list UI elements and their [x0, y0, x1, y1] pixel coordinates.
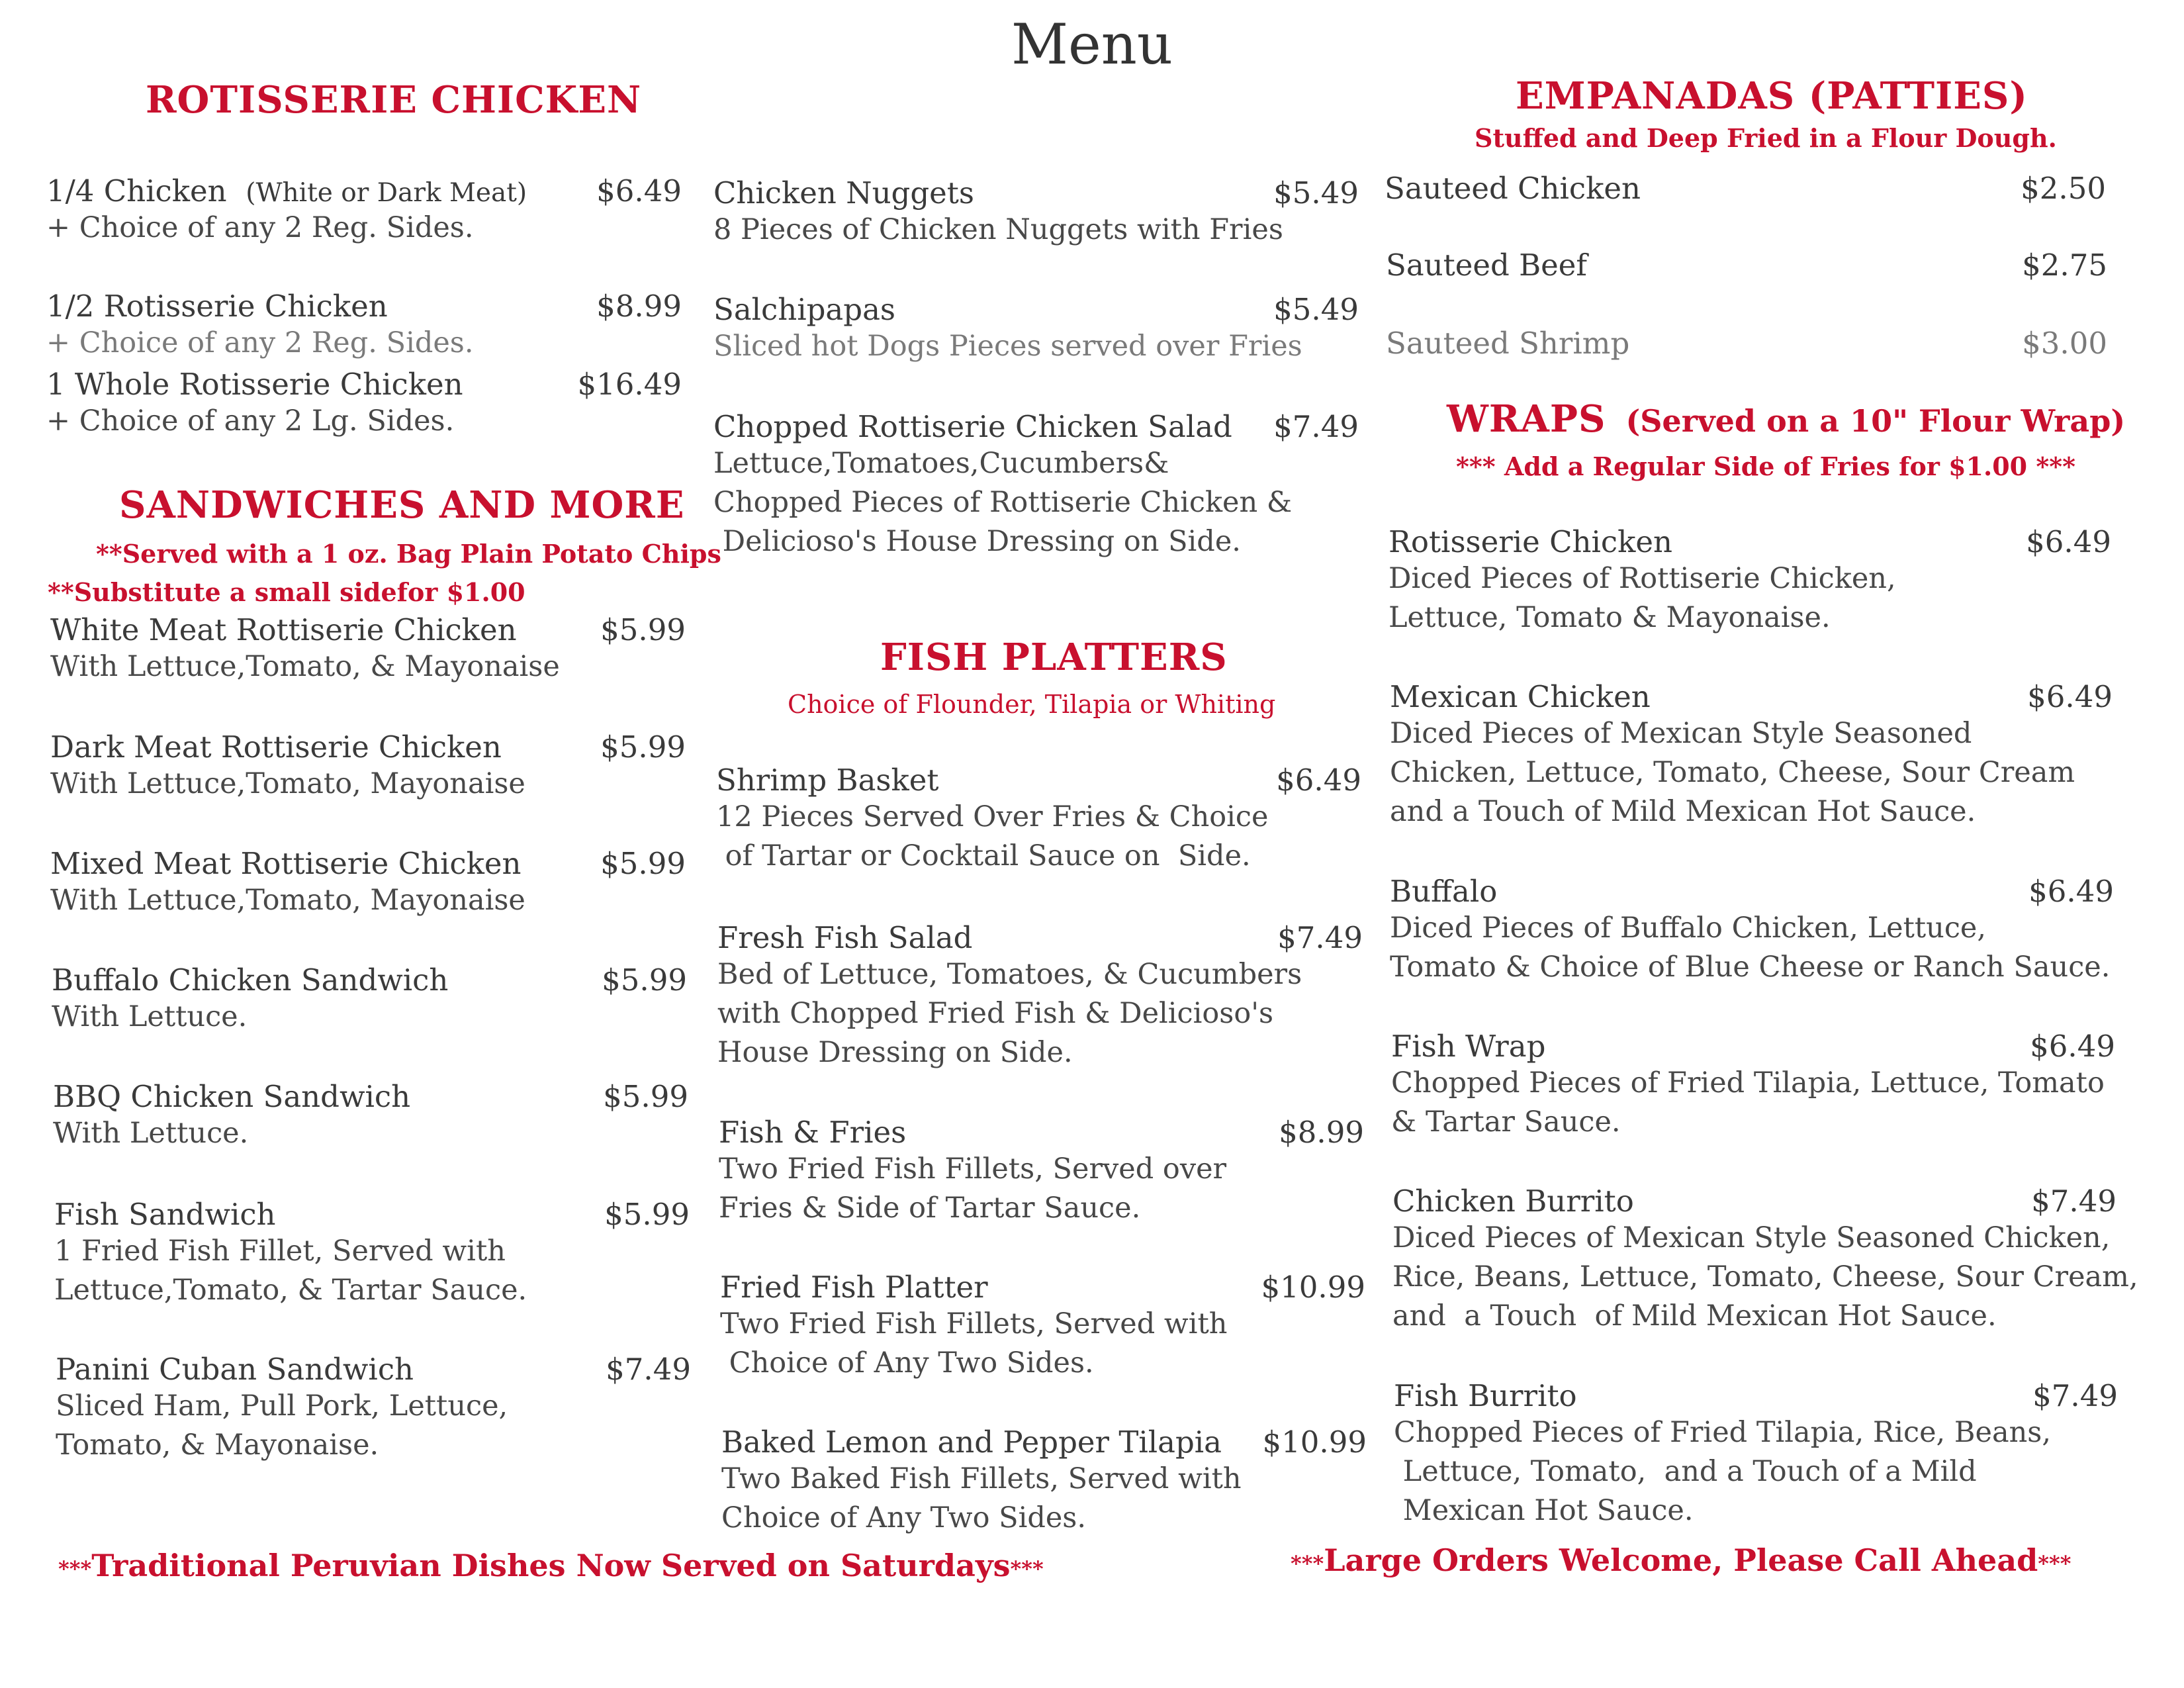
item-desc: Tomato & Choice of Blue Cheese or Ranch Sauce.: [1390, 951, 2111, 984]
item-sub: (White or Dark Meat): [246, 178, 527, 208]
item-desc: House Dressing on Side.: [717, 1036, 1073, 1069]
item-name: Mixed Meat Rottiserie Chicken: [50, 846, 522, 881]
item-name: Fish & Fries: [719, 1115, 907, 1150]
menu-item: [53, 1079, 688, 1153]
rotisserie-heading: ROTISSERIE CHICKEN: [146, 78, 642, 122]
item-price: $5.99: [603, 1079, 688, 1114]
empanadas-note: Stuffed and Deep Fried in a Flour Dough.: [1475, 123, 2057, 153]
item-desc: With Lettuce,Tomato, & Mayonaise: [50, 650, 560, 683]
item-desc: + Choice of any 2 Reg. Sides.: [46, 326, 474, 359]
item-name: Sauteed Chicken: [1385, 171, 1641, 206]
menu-item: [56, 1352, 691, 1465]
menu-item: [1388, 524, 2111, 637]
item-price: $5.99: [600, 846, 686, 881]
item-price: $16.49: [577, 367, 682, 402]
item-price: $3.00: [2022, 326, 2107, 361]
item-desc: + Choice of any 2 Lg. Sides.: [46, 404, 455, 438]
menu-item: [50, 729, 686, 804]
item-name: Fish Burrito: [1394, 1378, 1577, 1413]
wraps-note: *** Add a Regular Side of Fries for $1.00 ***: [1456, 451, 2075, 481]
menu-item: [717, 920, 1363, 1072]
item-desc: Diced Pieces of Buffalo Chicken, Lettuce,: [1390, 912, 1987, 945]
item-price: $5.99: [602, 962, 687, 998]
item-desc: Diced Pieces of Mexican Style Seasoned Chicken,: [1392, 1221, 2111, 1254]
item-name: Chopped Rottiserie Chicken Salad: [713, 409, 1232, 444]
item-name: 1 Whole Rotisserie Chicken: [46, 367, 463, 402]
item-name: Chicken Nuggets: [713, 175, 974, 211]
footer-stars: ***: [2038, 1551, 2071, 1576]
item-desc: Bed of Lettuce, Tomatoes, & Cucumbers: [717, 958, 1302, 991]
item-desc: With Lettuce,Tomato, Mayonaise: [50, 884, 525, 917]
item-name: Rotisserie Chicken: [1388, 524, 1672, 559]
menu-item: [716, 763, 1361, 876]
item-desc: + Choice of any 2 Reg. Sides.: [46, 211, 474, 244]
menu-item: [713, 409, 1359, 561]
item-desc: Diced Pieces of Rottiserie Chicken,: [1388, 562, 1896, 595]
item-desc: Chopped Pieces of Fried Tilapia, Lettuce, Tomato: [1391, 1066, 2105, 1100]
menu-item: [719, 1115, 1364, 1228]
item-price: $10.99: [1261, 1270, 1365, 1305]
menu-item: [721, 1425, 1367, 1538]
item-price: $8.99: [596, 289, 682, 324]
item-desc: Sliced Ham, Pull Pork, Lettuce,: [56, 1389, 508, 1423]
item-desc: Two Fried Fish Fillets, Served over: [719, 1152, 1227, 1186]
item-price: $2.50: [2021, 171, 2106, 206]
item-name: White Meat Rottiserie Chicken: [50, 612, 517, 647]
footer-stars: ***: [1010, 1556, 1044, 1581]
item-name: 1/2 Rotisserie Chicken: [46, 289, 388, 324]
item-desc: & Tartar Sauce.: [1391, 1105, 1621, 1139]
sandwiches-heading: SANDWICHES AND MORE: [119, 483, 685, 527]
item-desc: 1 Fried Fish Fillet, Served with: [54, 1235, 506, 1268]
item-desc: Chicken, Lettuce, Tomato, Cheese, Sour Cream: [1390, 756, 2075, 789]
item-desc: With Lettuce.: [52, 1000, 248, 1033]
item-price: $7.49: [2032, 1378, 2118, 1413]
item-price: $8.99: [1279, 1115, 1364, 1150]
menu-item: [1394, 1378, 2118, 1530]
item-price: $10.99: [1262, 1425, 1367, 1460]
wraps-heading: WRAPS: [1447, 397, 1606, 441]
item-price: $2.75: [2022, 248, 2107, 283]
item-name: Buffalo: [1390, 874, 1498, 909]
menu-item: [50, 612, 686, 686]
item-name: Panini Cuban Sandwich: [56, 1352, 414, 1387]
item-desc: Tomato, & Mayonaise.: [56, 1429, 379, 1462]
item-name: Salchipapas: [713, 292, 895, 327]
menu-item: [1392, 1184, 2138, 1336]
item-price: $5.99: [600, 729, 686, 765]
menu-item: [713, 175, 1359, 250]
item-desc: Choice of Any Two Sides.: [720, 1346, 1094, 1380]
empanadas-heading: EMPANADAS (PATTIES): [1516, 74, 2028, 118]
menu-item: [1390, 874, 2114, 987]
menu-item: [50, 846, 686, 920]
sandwiches-note: **Substitute a small sidefor $1.00: [48, 577, 525, 607]
item-desc: Chopped Pieces of Fried Tilapia, Rice, Beans,: [1394, 1416, 2052, 1449]
item-name: Sauteed Shrimp: [1386, 326, 1630, 361]
item-name: Buffalo Chicken Sandwich: [52, 962, 449, 998]
item-price: $6.49: [2028, 874, 2114, 909]
footer-left: [58, 1548, 1044, 1583]
item-desc: Choice of Any Two Sides.: [721, 1501, 1087, 1534]
menu-item: [713, 292, 1359, 366]
footer-right: [1291, 1542, 2071, 1578]
item-price: $6.49: [596, 173, 682, 209]
item-name: Baked Lemon and Pepper Tilapia: [721, 1425, 1222, 1460]
wraps-heading-row: [1447, 397, 2125, 441]
item-name: Dark Meat Rottiserie Chicken: [50, 729, 502, 765]
menu-item: [1391, 1029, 2115, 1142]
item-desc: Delicioso's House Dressing on Side.: [713, 525, 1241, 558]
item-price: $6.49: [2027, 679, 2113, 714]
item-desc: 12 Pieces Served Over Fries & Choice: [716, 800, 1269, 833]
item-name: Sauteed Beef: [1386, 248, 1588, 283]
item-desc: Lettuce, Tomato & Mayonaise.: [1388, 601, 1831, 634]
item-desc: Rice, Beans, Lettuce, Tomato, Cheese, Sour Cream,: [1392, 1260, 2138, 1293]
item-price: $7.49: [1277, 920, 1363, 955]
item-desc: Fries & Side of Tartar Sauce.: [719, 1192, 1141, 1225]
item-price: $6.49: [2026, 524, 2111, 559]
item-price: $7.49: [606, 1352, 691, 1387]
item-name: Fried Fish Platter: [720, 1270, 988, 1305]
item-name: BBQ Chicken Sandwich: [53, 1079, 411, 1114]
item-desc: Lettuce,Tomatoes,Cucumbers&: [713, 447, 1169, 480]
item-desc: Lettuce, Tomato, and a Touch of a Mild: [1394, 1455, 1977, 1488]
item-name: Fish Sandwich: [54, 1197, 276, 1232]
wraps-subheading: (Served on a 10" Flour Wrap): [1625, 403, 2126, 439]
footer-left-text: Traditional Peruvian Dishes Now Served on Saturdays: [91, 1548, 1011, 1583]
item-price: $7.49: [2031, 1184, 2116, 1219]
item-desc: Chopped Pieces of Rottiserie Chicken &: [713, 486, 1293, 519]
item-desc: Lettuce,Tomato, & Tartar Sauce.: [54, 1274, 527, 1307]
item-price: $7.49: [1273, 409, 1359, 444]
item-name: Chicken Burrito: [1392, 1184, 1634, 1219]
item-desc: 8 Pieces of Chicken Nuggets with Fries: [713, 213, 1283, 246]
item-price: $5.99: [604, 1197, 690, 1232]
item-desc: With Lettuce.: [53, 1117, 249, 1150]
footer-right-text: Large Orders Welcome, Please Call Ahead: [1324, 1542, 2038, 1578]
item-price: $5.49: [1273, 292, 1359, 327]
item-desc: and a Touch of Mild Mexican Hot Sauce.: [1390, 795, 1976, 828]
item-desc: with Chopped Fried Fish & Delicioso's: [717, 997, 1274, 1030]
item-name: Mexican Chicken: [1390, 679, 1651, 714]
menu-item: [720, 1270, 1365, 1383]
menu-item: [54, 1197, 690, 1310]
menu-item: [1386, 248, 2107, 283]
item-name: Shrimp Basket: [716, 763, 939, 798]
item-name: Fresh Fish Salad: [717, 920, 973, 955]
item-desc: Sliced hot Dogs Pieces served over Fries: [713, 330, 1302, 363]
menu-item: [46, 289, 682, 363]
menu-item: [1385, 171, 2106, 206]
fish-note: Choice of Flounder, Tilapia or Whiting: [788, 690, 1276, 719]
item-desc: of Tartar or Cocktail Sauce on Side.: [716, 839, 1251, 872]
footer-stars: ***: [58, 1556, 92, 1581]
fish-heading: FISH PLATTERS: [880, 635, 1228, 679]
item-name: 1/4 Chicken: [46, 173, 227, 209]
item-desc: With Lettuce,Tomato, Mayonaise: [50, 767, 525, 800]
menu-item: [46, 367, 682, 441]
footer-stars: ***: [1291, 1551, 1324, 1576]
menu-item: [1386, 326, 2107, 361]
item-price: $5.49: [1273, 175, 1359, 211]
item-price: $5.99: [600, 612, 686, 647]
item-price: $6.49: [1276, 763, 1361, 798]
menu-item: [1390, 679, 2113, 831]
item-price: $6.49: [2030, 1029, 2115, 1064]
sandwiches-note: **Served with a 1 oz. Bag Plain Potato Chips: [96, 539, 721, 569]
item-desc: Mexican Hot Sauce.: [1394, 1494, 1694, 1527]
item-desc: Diced Pieces of Mexican Style Seasoned: [1390, 717, 1972, 750]
page-title: Menu: [1011, 12, 1173, 77]
item-desc: Two Fried Fish Fillets, Served with: [720, 1307, 1228, 1340]
menu-item: [52, 962, 687, 1037]
item-name: Fish Wrap: [1391, 1029, 1546, 1064]
menu-item: [46, 173, 682, 248]
item-desc: and a Touch of Mild Mexican Hot Sauce.: [1392, 1299, 1997, 1333]
item-desc: Two Baked Fish Fillets, Served with: [721, 1462, 1242, 1495]
